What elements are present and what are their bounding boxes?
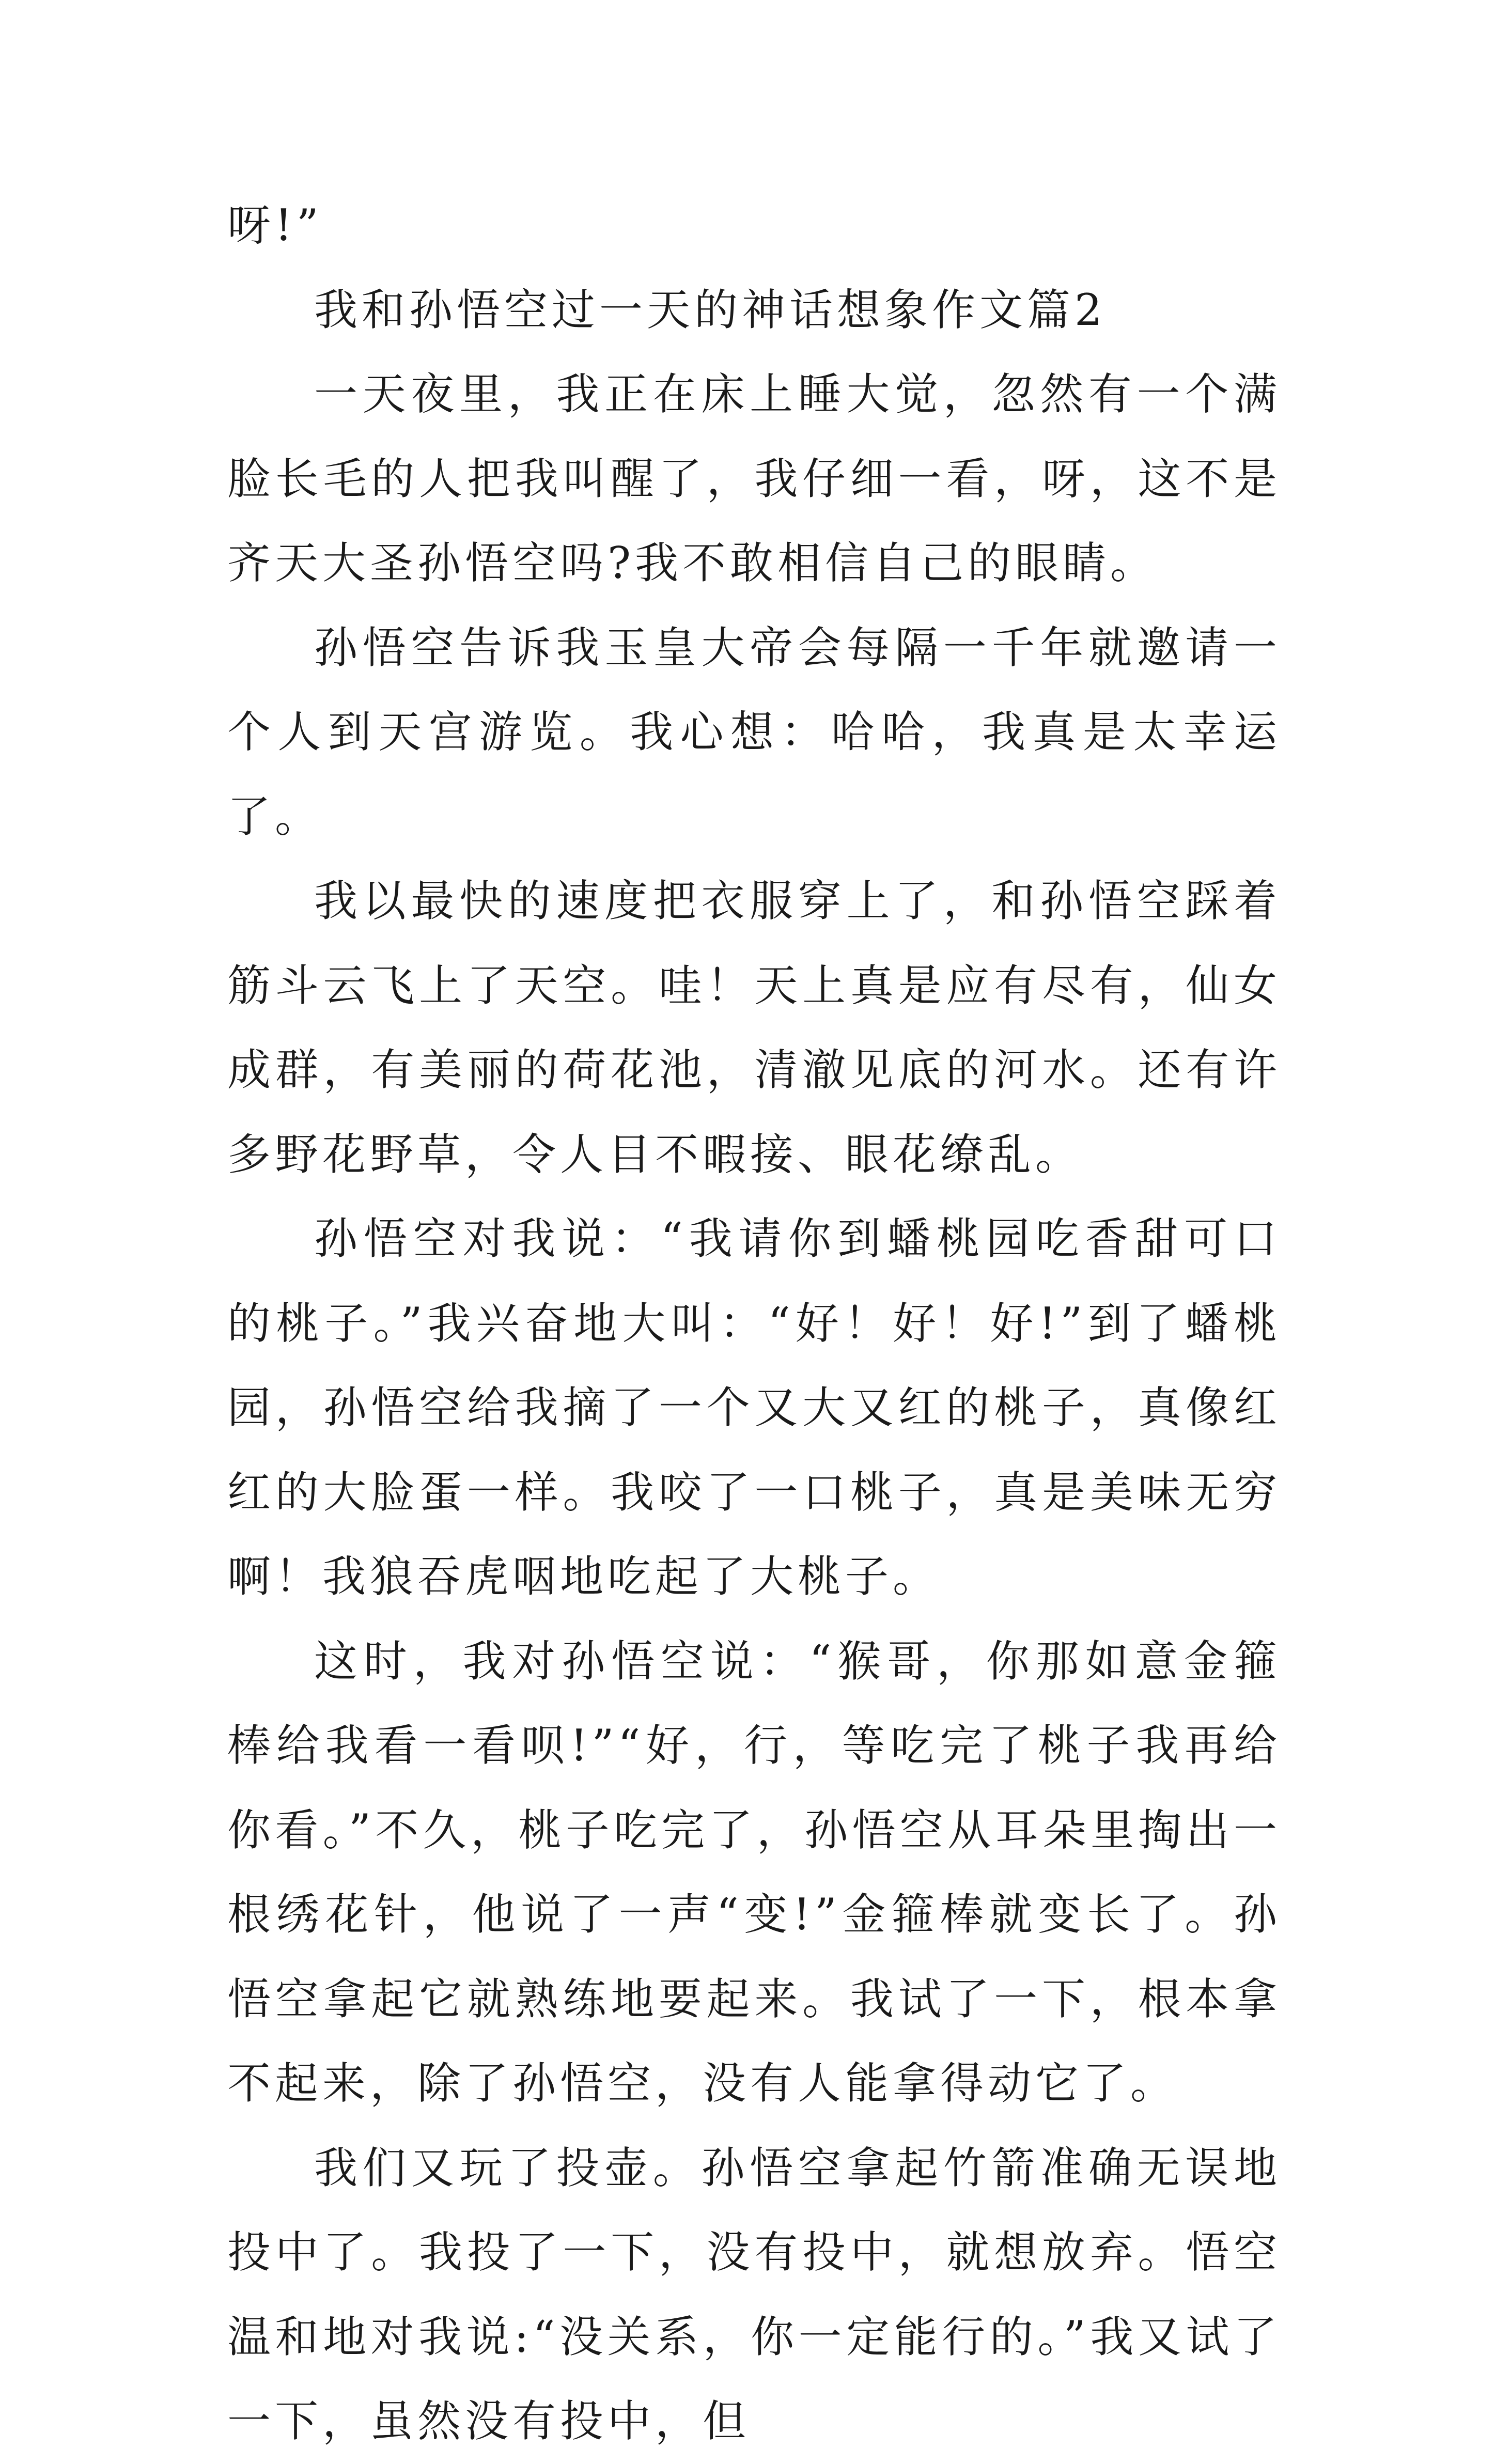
paragraph: 呀!” — [227, 200, 323, 251]
paragraph: 孙悟空告诉我玉皇大帝会每隔一千年就邀请一个人到天宫游览。我心想：哈哈，我真是太幸运了。 — [227, 622, 1281, 842]
paragraph: 一天夜里，我正在床上睡大觉，忽然有一个满脸长毛的人把我叫醒了，我仔细一看，呀，这不是齐天大圣孙悟空吗?我不敢相信自己的眼睛。 — [227, 369, 1281, 588]
essay-heading: 我和孙悟空过一天的神话想象作文篇2 — [314, 284, 1107, 335]
paragraph: 孙悟空对我说：“我请你到蟠桃园吃香甜可口的桃子。”我兴奋地大叫：“好！好！好!”到了蟠桃园，孙悟空给我摘了一个又大又红的桃子，真像红红的大脸蛋一样。我咬了一口桃子，真是美味无穷啊！我狼吞虎咽地吃起了大桃子。 — [227, 1213, 1281, 1602]
essay-body — [227, 183, 1281, 2464]
paragraph: 我以最快的速度把衣服穿上了，和孙悟空踩着筋斗云飞上了天空。哇！天上真是应有尽有，仙女成群，有美丽的荷花池，清澈见底的河水。还有许多野花野草，令人目不暇接、眼花缭乱。 — [227, 876, 1281, 1180]
paragraph: 这时，我对孙悟空说：“猴哥，你那如意金箍棒给我看一看呗!”“好，行，等吃完了桃子我再给你看。”不久，桃子吃完了，孙悟空从耳朵里掏出一根绣花针，他说了一声“变!”金箍棒就变长了。孙悟空拿起它就熟练地要起来。我试了一下，根本拿不起来，除了孙悟空，没有人能拿得动它了。 — [227, 1635, 1281, 2109]
paragraph: 我们又玩了投壶。孙悟空拿起竹箭准确无误地投中了。我投了一下，没有投中，就想放弃。悟空温和地对我说:“没关系，你一定能行的。”我又试了一下，虽然没有投中，但 — [227, 2142, 1281, 2446]
